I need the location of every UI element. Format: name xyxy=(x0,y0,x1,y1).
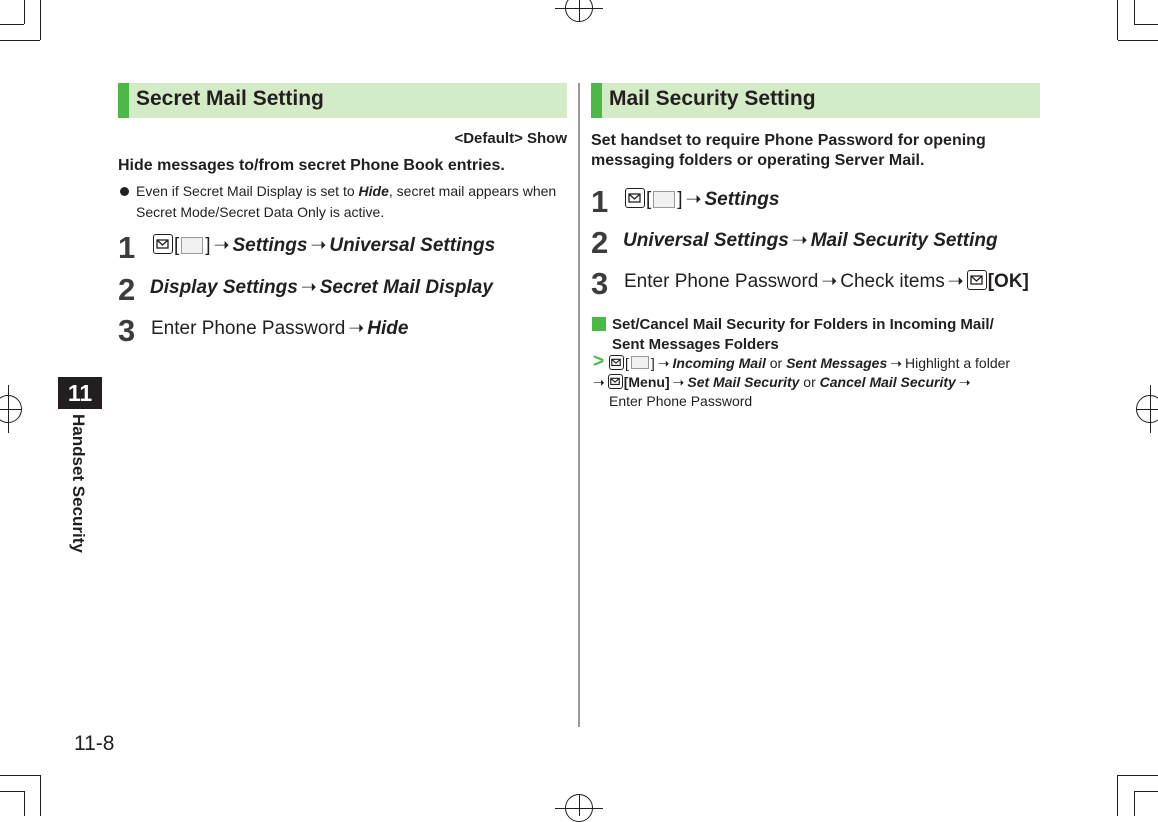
left-bullet: Even if Secret Mail Display is set to Hide, secret mail appears when Secret Mode/Secret Data Only is active. xyxy=(120,181,556,223)
mail-key-icon xyxy=(625,188,645,208)
page-number: 11-8 xyxy=(74,732,115,755)
secret-mail-setting-heading: Secret Mail Setting xyxy=(118,83,567,118)
mail-key-icon xyxy=(967,270,987,290)
green-square-icon xyxy=(592,317,606,331)
procedure-marker: > xyxy=(593,351,605,372)
mail-key-icon xyxy=(153,234,173,254)
mail-envelope-icon xyxy=(653,191,675,208)
bullet-dot xyxy=(120,187,129,196)
chapter-number: 11 xyxy=(67,380,93,406)
right-intro: Set handset to require Phone Password for opening messaging folders or operating Server Mail. xyxy=(591,132,986,169)
left-intro: Hide messages to/from secret Phone Book entries. xyxy=(118,157,505,174)
chapter-title: Handset Security xyxy=(69,414,88,553)
mail-security-setting-heading: Mail Security Setting xyxy=(591,83,1040,118)
sub-section-title: Set/Cancel Mail Security for Folders in Incoming Mail/ Sent Messages Folders xyxy=(591,315,994,355)
mail-key-icon xyxy=(609,355,624,370)
chapter-tab xyxy=(58,377,102,409)
mail-envelope-icon xyxy=(631,356,649,369)
mail-key-icon xyxy=(608,374,623,389)
mail-envelope-icon xyxy=(181,237,203,254)
sub-section-procedure: > [ ] ➝ Incoming Mail or Sent Messages ➝ Highlight a folder ➝ [Menu] ➝ Set Mail Security or Cancel Mail Security ➝ Enter Phone Password xyxy=(593,351,1011,409)
default-note: <Default> Show xyxy=(454,130,567,147)
column-divider xyxy=(578,83,580,727)
